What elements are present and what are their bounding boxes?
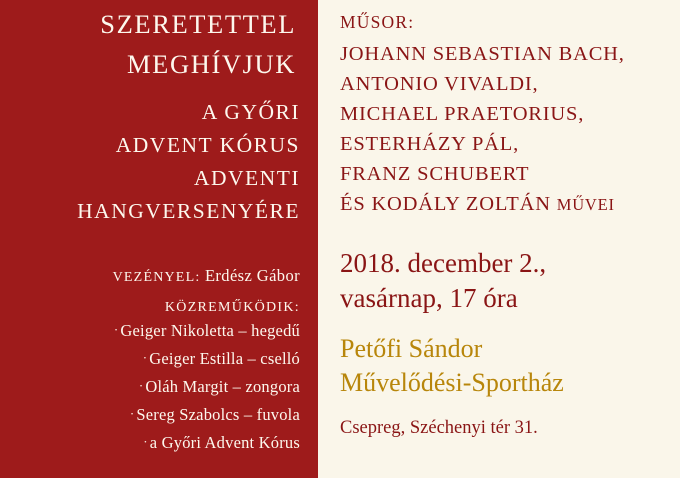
list-item [0, 344, 300, 372]
list-item [0, 316, 300, 344]
bullet-glyph: · [129, 406, 135, 421]
choir-line-1: A GYŐRI [201, 100, 300, 124]
right-panel [318, 0, 680, 478]
performer-name: a Győri Advent Kórus [149, 433, 300, 452]
bullet-glyph: · [143, 434, 148, 449]
conductor-label: VEZÉNYEL: [112, 270, 201, 285]
bullet-glyph: · [142, 350, 148, 365]
list-item: ESTERHÁZY PÁL, [340, 133, 519, 155]
choir-line-2: ADVENT KÓRUS [115, 133, 300, 157]
list-item [0, 372, 300, 400]
performer-name: Sereg Szabolcs – fuvola [136, 405, 300, 424]
conductor-name: Erdész Gábor [204, 266, 300, 285]
venue-line-2: Művelődési-Sportház [340, 368, 564, 397]
performer-name: Oláh Margit – zongora [145, 377, 300, 396]
choir-line-3: ADVENTI [193, 166, 300, 190]
choir-line-4: HANGVERSENYÉRE [77, 199, 300, 223]
event-date-line-2: vasárnap, 17 óra [340, 283, 518, 313]
list-item: ANTONIO VIVALDI, [340, 73, 539, 95]
venue-line-1: Petőfi Sándor [340, 334, 483, 363]
list-item [0, 400, 300, 428]
list-item [0, 428, 300, 456]
composer-list [340, 39, 666, 220]
performer-name: Geiger Nikoletta – hegedű [120, 321, 300, 340]
left-panel [0, 0, 318, 478]
invitation-heading [0, 0, 300, 84]
conductor-credit [0, 266, 300, 286]
event-address: Csepreg, Széchenyi tér 31. [340, 418, 538, 438]
performers-label: KÖZREMŰKÖDIK: [164, 300, 300, 315]
event-venue [340, 332, 666, 400]
choir-heading [0, 96, 300, 228]
composer-name-last: ÉS KODÁLY ZOLTÁN [340, 193, 551, 215]
list-item: FRANZ SCHUBERT [340, 163, 530, 185]
event-date [340, 246, 666, 316]
bullet-glyph: · [138, 378, 144, 393]
list-item: MICHAEL PRAETORIUS, [340, 103, 585, 125]
list-item: JOHANN SEBASTIAN BACH, [340, 43, 625, 65]
program-label: MŰSOR: [340, 12, 415, 32]
invitation-line-2: MEGHÍVJUK [127, 49, 296, 79]
performers-list [0, 316, 300, 456]
composer-works-suffix: MŰVEI [556, 195, 615, 214]
event-date-line-1: 2018. december 2., [340, 248, 547, 278]
invitation-line-1: SZERETETTEL [100, 9, 296, 39]
performer-name: Geiger Estilla – cselló [149, 349, 300, 368]
list-item [340, 189, 666, 220]
bullet-glyph: · [113, 322, 119, 337]
